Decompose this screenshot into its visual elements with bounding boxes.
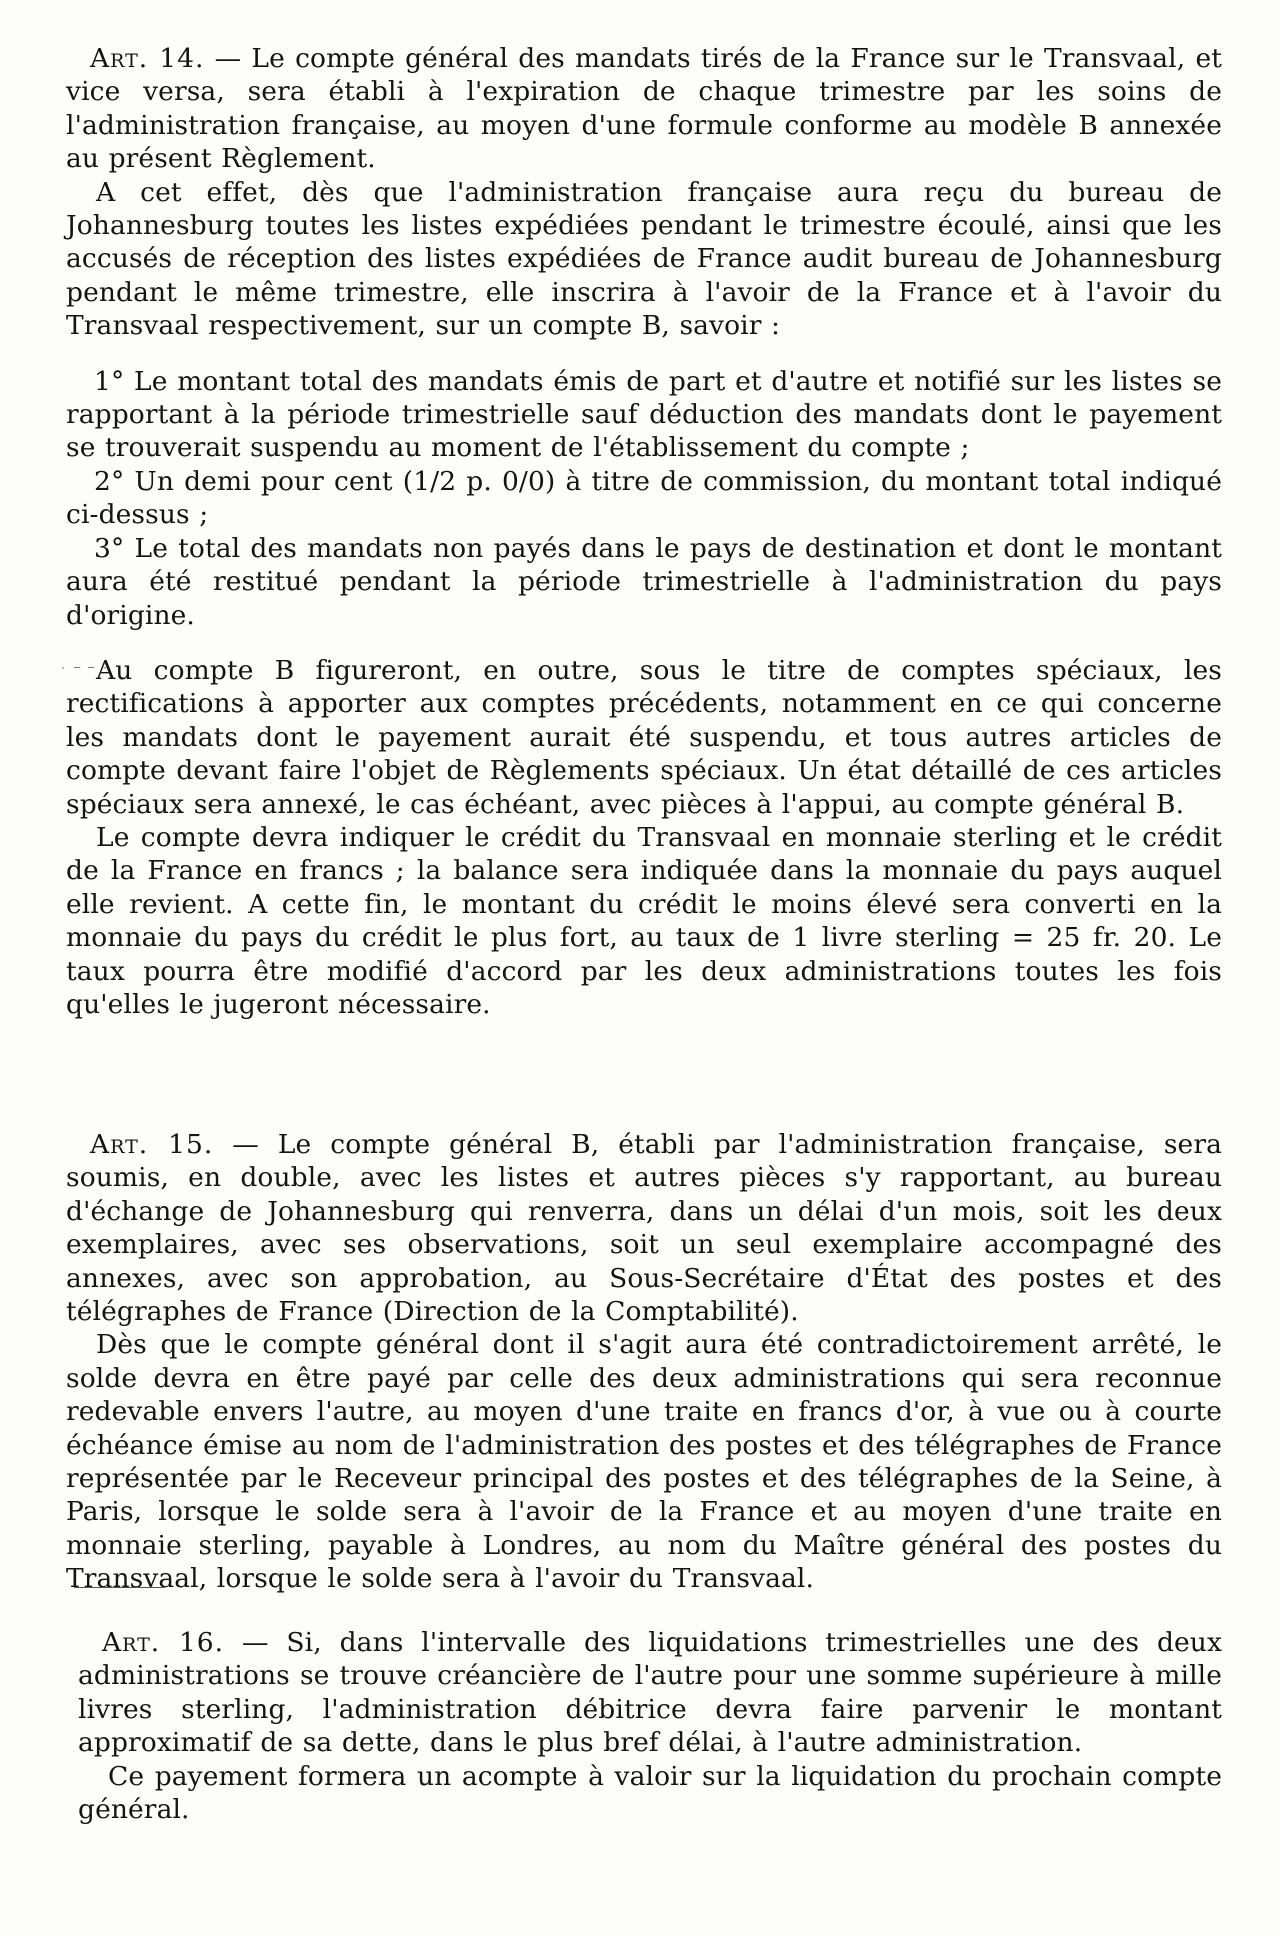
article-15-paragraph-1 <box>66 1128 1222 1328</box>
article-15-label: Art. 15. <box>90 1129 214 1160</box>
article-16-text-1: — Si, dans l'intervalle des liquidations trimestrielles une des deux administrations se trouve créancière de l'autre pour une somme supérieure à mille livres sterling, l'administration débitrice devra faire parvenir le montant approximatif de sa dette, dans le plus bref délai, à l'autre administration. <box>78 1627 1222 1759</box>
article-16-paragraph-1 <box>78 1626 1222 1760</box>
article-14-paragraph-3: Au compte B figureront, en outre, sous le titre de comptes spéciaux, les rectifications à apporter aux comptes précédents, notamment en ce qui concerne les mandats dont le payement aurait été suspendu, et tous autres articles de compte devant faire l'objet de Règlements spéciaux. Un état détaillé de ces articles spéciaux sera annexé, le cas échéant, avec pièces à l'appui, au compte général B. <box>66 654 1222 820</box>
article-14 <box>66 42 1222 1021</box>
article-15-text-1: — Le compte général B, établi par l'administration française, sera soumis, en double, avec les listes et autres pièces s'y rapportant, au bureau d'échange de Johannesburg qui renverra, dans un délai d'un mois, soit les deux exemplaires, avec ses observations, soit un seul exemplaire accompagné des annexes, avec son approbation, au Sous-Secrétaire d'État des postes et des télégraphes de France (Direction de la Comptabilité). <box>66 1129 1222 1328</box>
article-14-text-1: — Le compte général des mandats tirés de la France sur le Transvaal, et vice versa, sera établi à l'expiration de chaque trimestre par les soins de l'administration française, au moyen d'une formule conforme au modèle B annexée au présent Règlement. <box>66 43 1222 175</box>
article-16-paragraph-2: Ce payement formera un acompte à valoir sur la liquidation du prochain compte général. <box>78 1760 1222 1826</box>
article-14-paragraph-4: Le compte devra indiquer le crédit du Transvaal en monnaie sterling et le crédit de la France en francs ; la balance sera indiquée dans la monnaie du pays auquel elle revient. A cette fin, le montant du crédit le moins élevé sera converti en la monnaie du pays du crédit le plus fort, au taux de 1 livre sterling = 25 fr. 20. Le taux pourra être modifié d'accord par les deux administrations toutes les fois qu'elles le jugeront nécessaire. <box>66 821 1222 1020</box>
article-14-paragraph-2: A cet effet, dès que l'administration française aura reçu du bureau de Johannesburg toutes les listes expédiées pendant le trimestre écoulé, ainsi que les accusés de réception des listes expédiées de France audit bureau de Johannesburg pendant le même trimestre, elle inscrira à l'avoir de la France et à l'avoir du Transvaal respectivement, sur un compte B, savoir : <box>66 176 1222 342</box>
article-14-paragraph-1 <box>66 42 1222 176</box>
article-14-item-2: 2° Un demi pour cent (1/2 p. 0/0) à titre de commission, du montant total indiqué ci-dessus ; <box>66 465 1222 531</box>
article-14-item-3: 3° Le total des mandats non payés dans le pays de destination et dont le montant aura été restitué pendant la période trimestrielle à l'administration du pays d'origine. <box>66 532 1222 631</box>
article-15-paragraph-2: Dès que le compte général dont il s'agit aura été contradictoirement arrêté, le solde devra en être payé par celle des deux administrations qui sera reconnue redevable envers l'autre, au moyen d'une traite en francs d'or, à vue ou à courte échéance émise au nom de l'administration des postes et des télégraphes de France représentée par le Receveur principal des postes et des télégraphes de la Seine, à Paris, lorsque le solde sera à l'avoir de la France et au moyen d'une traite en monnaie sterling, payable à Londres, au nom du Maître général des postes du Transvaal, lorsque le solde sera à l'avoir du Transvaal. <box>66 1329 1222 1595</box>
scan-mark: · ─ ─ · <box>60 663 110 674</box>
article-15 <box>66 1128 1222 1596</box>
article-14-label: Art. 14. <box>90 43 205 74</box>
section-divider <box>74 1587 164 1588</box>
article-16 <box>78 1626 1222 1826</box>
article-14-item-1: 1° Le montant total des mandats émis de part et d'autre et notifié sur les listes se rapportant à la période trimestrielle sauf déduction des mandats dont le payement se trouverait suspendu au moment de l'établissement du compte ; <box>66 365 1222 464</box>
article-16-label: Art. 16. <box>102 1627 225 1658</box>
